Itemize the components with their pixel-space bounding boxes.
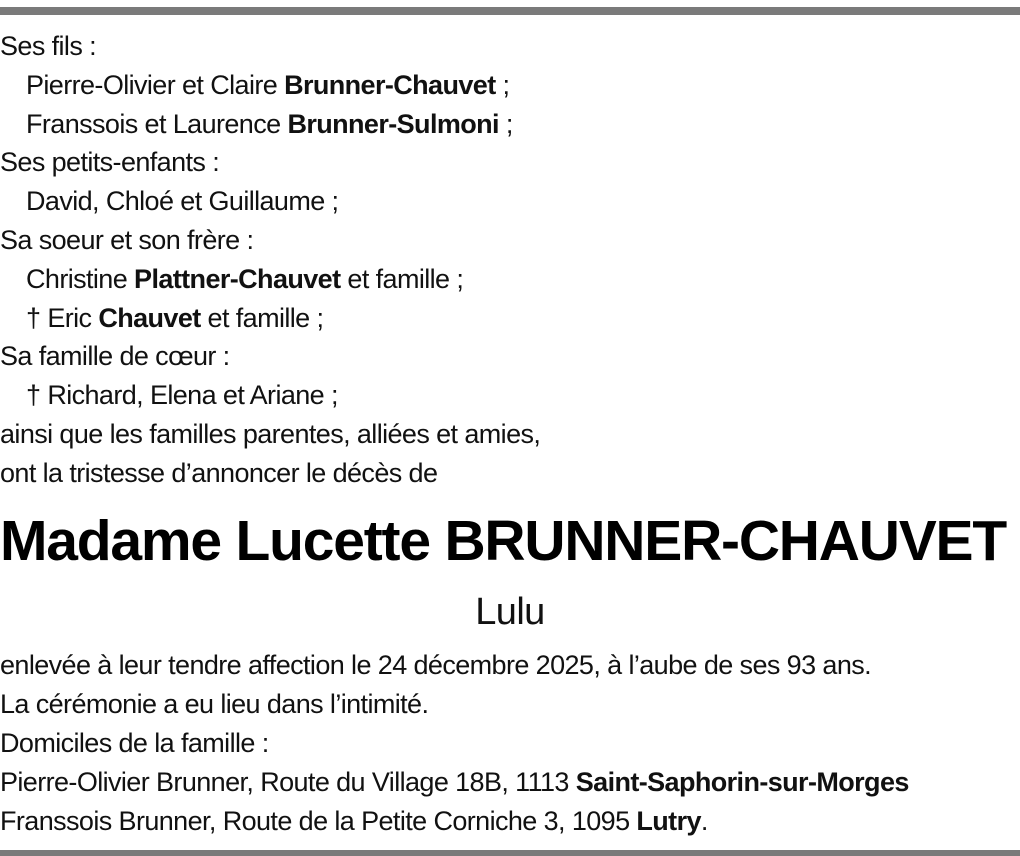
address2-text: Franssois Brunner, Route de la Petite Corniche 3, 1095 bbox=[0, 806, 637, 836]
brother-line bbox=[0, 299, 1020, 338]
son1-surname: Brunner-Chauvet bbox=[284, 69, 496, 100]
ceremony-line: La cérémonie a eu lieu dans l’intimité. bbox=[0, 689, 429, 719]
extended-family-line: ainsi que les familles parentes, alliées et amies, bbox=[0, 418, 541, 449]
son2-surname: Brunner-Sulmoni bbox=[287, 108, 499, 139]
brother-first: † Eric bbox=[26, 302, 99, 333]
grandchildren-heading: Ses petits-enfants : bbox=[0, 147, 220, 178]
address-line-2 bbox=[0, 802, 1020, 841]
son2-names: Franssois et Laurence bbox=[26, 108, 288, 139]
sister-first: Christine bbox=[26, 263, 135, 294]
address-line-1 bbox=[0, 763, 1020, 802]
sister-surname: Plattner-Chauvet bbox=[134, 263, 341, 294]
sons-heading: Ses fils : bbox=[0, 31, 97, 61]
domiciles-heading: Domiciles de la famille : bbox=[0, 728, 269, 758]
address1-text: Pierre-Olivier Brunner, Route du Village 18B, 1113 bbox=[0, 767, 576, 797]
sister-end: et famille ; bbox=[340, 263, 464, 294]
brother-surname: Chauvet bbox=[98, 302, 201, 333]
family-list bbox=[0, 27, 1020, 493]
son1-names: Pierre-Olivier et Claire bbox=[26, 69, 285, 100]
son2-end: ; bbox=[498, 108, 513, 139]
son-line-2 bbox=[0, 105, 1020, 144]
son1-end: ; bbox=[495, 69, 510, 100]
son-line-1 bbox=[0, 66, 1020, 105]
deceased-name: Madame Lucette BRUNNER-CHAUVET bbox=[0, 509, 1006, 573]
brother-end: et famille ; bbox=[200, 302, 324, 333]
passing-line: enlevée à leur tendre affection le 24 décembre 2025, à l’aube de ses 93 ans. bbox=[0, 650, 872, 680]
heart-family-heading: Sa famille de cœur : bbox=[0, 341, 230, 372]
sister-line bbox=[0, 260, 1020, 299]
heart-family-names: † Richard, Elena et Ariane ; bbox=[26, 380, 338, 411]
bottom-rule bbox=[0, 850, 1020, 856]
announcement-line: ont la tristesse d’annoncer le décès de bbox=[0, 457, 438, 488]
deceased-nickname: Lulu bbox=[475, 591, 545, 633]
grandchildren-names: David, Chloé et Guillaume ; bbox=[26, 186, 339, 217]
address2-town: Lutry bbox=[636, 806, 701, 836]
details-block bbox=[0, 646, 1020, 841]
siblings-heading: Sa soeur et son frère : bbox=[0, 224, 254, 255]
address1-town: Saint-Saphorin-sur-Morges bbox=[575, 767, 909, 797]
address2-end: . bbox=[700, 806, 708, 836]
top-rule bbox=[0, 7, 1020, 15]
